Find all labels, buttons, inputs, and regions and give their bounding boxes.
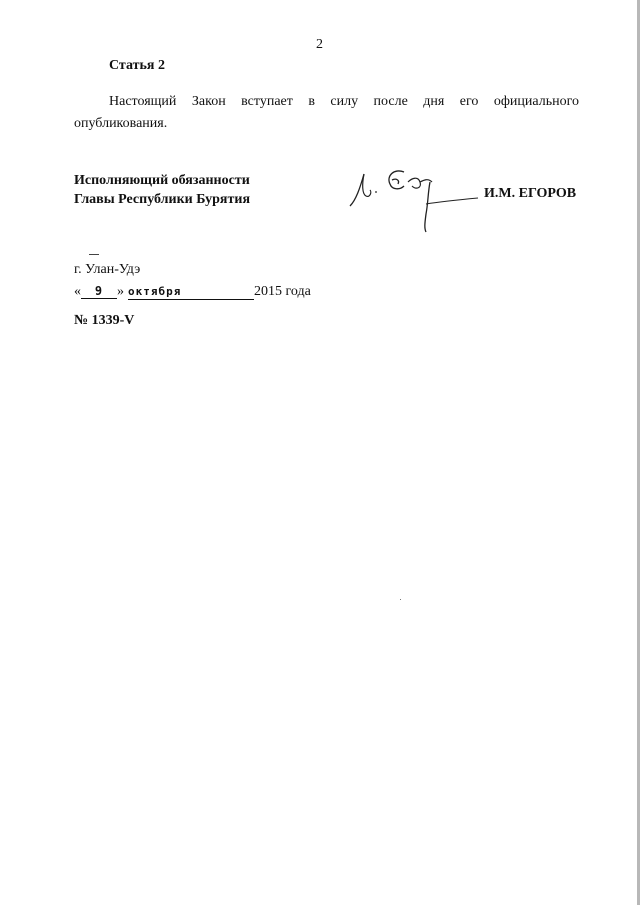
page-number: 2 (316, 37, 323, 52)
article-body-text: Настоящий Закон вступает в силу после дня его официального опубликования. (74, 94, 579, 131)
scan-speck (400, 599, 401, 600)
signer-position (74, 171, 250, 209)
signing-date (74, 284, 311, 300)
date-quote-open: « (74, 284, 81, 299)
date-day: 9 (81, 284, 117, 299)
signer-position-line-2: Главы Республики Бурятия (74, 192, 251, 207)
stray-mark (89, 254, 99, 255)
article-heading: Статья 2 (109, 58, 165, 73)
date-year: 2015 года (254, 284, 311, 299)
signer-name: И.М. ЕГОРОВ (484, 186, 577, 201)
document-number: № 1339-V (74, 313, 135, 328)
handwritten-signature (346, 160, 486, 240)
city: г. Улан-Удэ (74, 262, 141, 277)
signer-position-line-1: Исполняющий обязанности (74, 173, 250, 188)
date-quote-close: » (117, 284, 124, 299)
date-month: октября (128, 285, 254, 300)
